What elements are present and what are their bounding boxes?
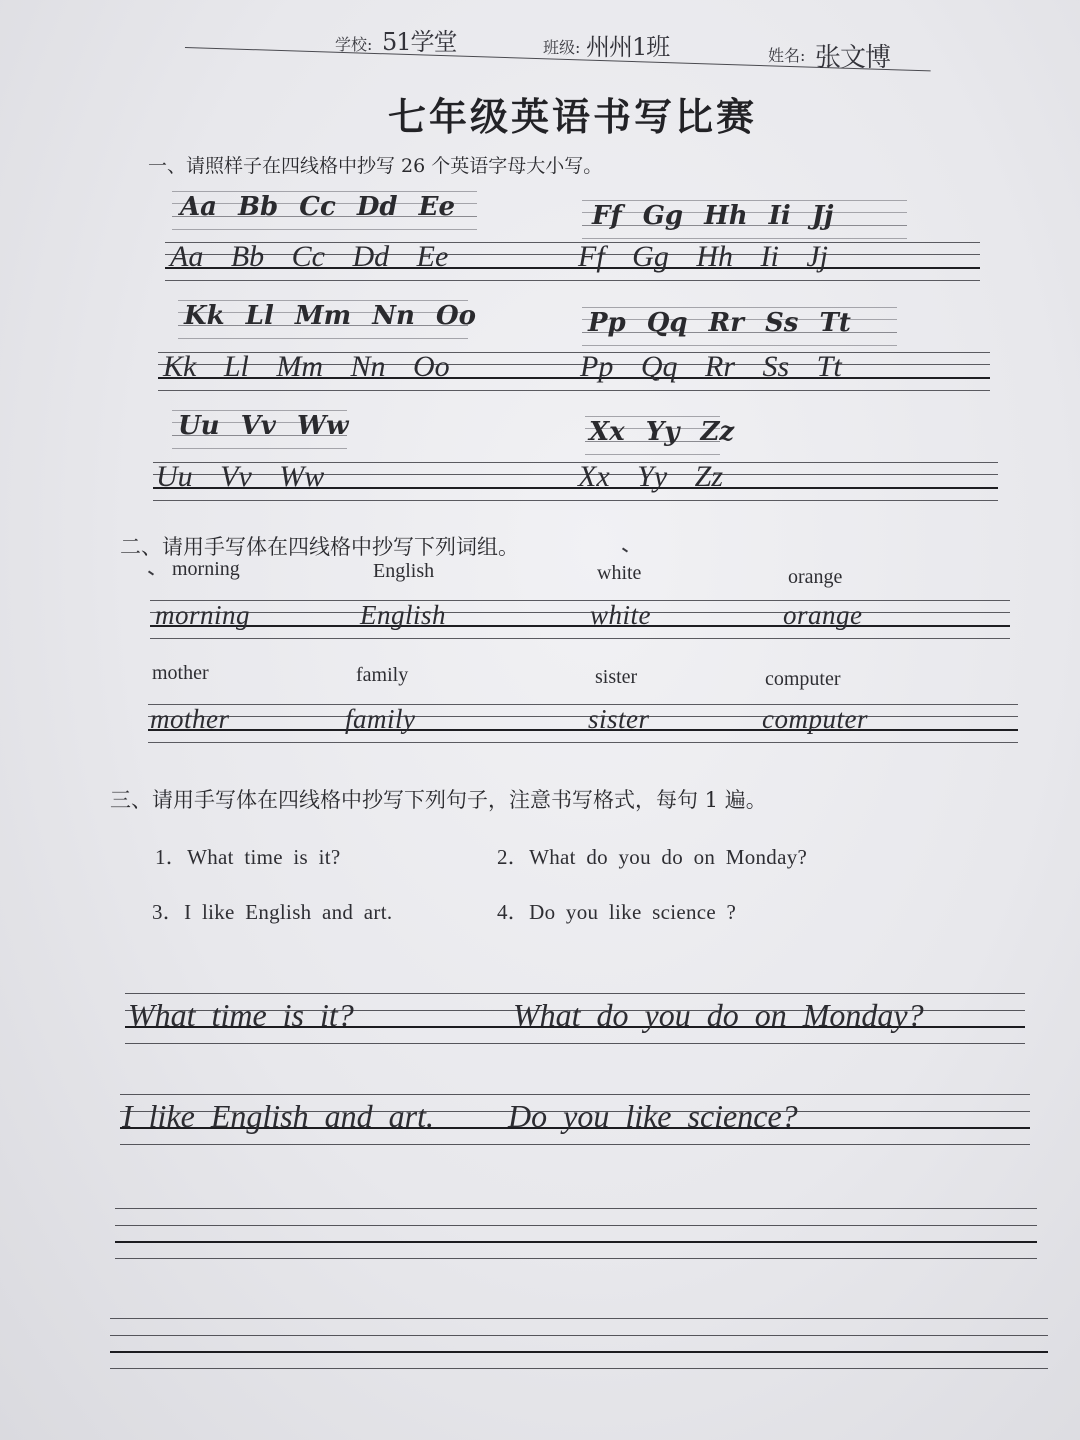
handwritten-copy: Pp Qq Rr Ss Tt xyxy=(580,350,842,383)
school-label: 学校: xyxy=(335,35,373,54)
handwritten-copy: What do you do on Monday? xyxy=(513,997,924,1033)
sentence-text: I like English and art. xyxy=(184,900,393,924)
word-label: computer xyxy=(765,668,841,690)
empty-grid-2 xyxy=(110,1318,1048,1370)
word-label: family xyxy=(356,664,409,686)
class-value-handwritten: 州州1班 xyxy=(586,33,670,61)
handwritten-copy: sister xyxy=(588,704,650,734)
section1-heading: 一、请照样子在四线格中抄写 26 个英语字母大小写。 xyxy=(148,155,603,177)
sample-letters: Uu Vv Ww xyxy=(178,411,349,441)
sample-letters: Pp Qq Rr Ss Tt xyxy=(588,308,851,338)
sample-letters: Kk Ll Mm Nn Oo xyxy=(184,301,476,331)
word-label: English xyxy=(373,560,435,582)
sample-grid-row2-left xyxy=(178,300,476,340)
word-label: morning xyxy=(172,558,240,580)
name-value-handwritten: 张文博 xyxy=(815,43,891,73)
handwritten-copy: Aa Bb Cc Dd Ee xyxy=(170,240,449,273)
sample-grid-row1-right xyxy=(582,200,907,240)
handwritten-copy: English xyxy=(360,600,447,630)
class-label: 班级: xyxy=(543,38,581,57)
handwritten-copy: Uu Vv Ww xyxy=(156,460,325,493)
sentence-3 xyxy=(152,896,392,926)
word-label: orange xyxy=(788,566,843,588)
sentence-2 xyxy=(497,841,807,871)
sample-grid-row3-left xyxy=(172,410,347,450)
copy-grid-row2 xyxy=(158,352,990,392)
section3-heading: 三、请用手写体在四线格中抄写下列句子，注意书写格式，每句 1 遍。 xyxy=(110,788,767,812)
sentence-4 xyxy=(497,896,736,926)
sentence-text: Do you like science ? xyxy=(529,900,737,924)
handwritten-copy: Kk Ll Mm Nn Oo xyxy=(163,350,450,383)
sentence-number: 4． xyxy=(497,900,530,924)
handwritten-copy: mother xyxy=(150,704,230,734)
section2-heading: 二、请用手写体在四线格中抄写下列词组。 xyxy=(120,535,519,559)
word-label: mother xyxy=(152,662,209,684)
word-grid-row1 xyxy=(150,600,1010,640)
school-value-handwritten: 51学堂 xyxy=(382,28,457,56)
sentence-number: 3． xyxy=(152,900,185,924)
handwritten-copy: Ff Gg Hh Ii Jj xyxy=(578,240,828,273)
handwritten-copy: Xx Yy Zz xyxy=(578,460,723,493)
sentence-grid-2 xyxy=(120,1094,1030,1146)
handwritten-copy: I like English and art. xyxy=(122,1098,434,1134)
name-label: 姓名: xyxy=(768,46,806,65)
handwritten-copy: morning xyxy=(155,600,251,630)
pen-mark xyxy=(622,547,628,552)
sentence-number: 1． xyxy=(155,845,188,869)
copy-grid-row3 xyxy=(153,462,998,502)
handwritten-copy: orange xyxy=(783,600,863,630)
sentence-text: What time is it? xyxy=(187,845,341,869)
handwritten-copy: Do you like science? xyxy=(508,1098,798,1134)
sentence-text: What do you do on Monday? xyxy=(529,845,808,869)
sentence-grid-1 xyxy=(125,993,1025,1045)
sample-letters: Xx Yy Zz xyxy=(589,417,735,447)
handwritten-copy: What time is it? xyxy=(128,997,354,1033)
word-label: white xyxy=(597,562,642,584)
sentence-number: 2． xyxy=(497,845,530,869)
handwritten-copy: white xyxy=(590,600,651,630)
sample-grid-row2-right xyxy=(582,307,897,347)
sample-grid-row1-left xyxy=(172,191,477,231)
copy-grid-row1 xyxy=(165,242,980,282)
handwritten-copy: family xyxy=(345,704,416,734)
sample-letters: Ff Gg Hh Ii Jj xyxy=(592,201,834,231)
pen-mark xyxy=(148,570,154,575)
empty-grid-1 xyxy=(115,1208,1037,1260)
handwritten-copy: computer xyxy=(762,704,868,734)
sample-grid-row3-right xyxy=(585,416,735,456)
page-title: 七年级英语书写比赛 xyxy=(388,94,758,139)
word-grid-row2 xyxy=(148,704,1018,744)
sentence-1 xyxy=(155,841,340,871)
sample-letters: Aa Bb Cc Dd Ee xyxy=(180,192,455,222)
word-label: sister xyxy=(595,666,638,688)
